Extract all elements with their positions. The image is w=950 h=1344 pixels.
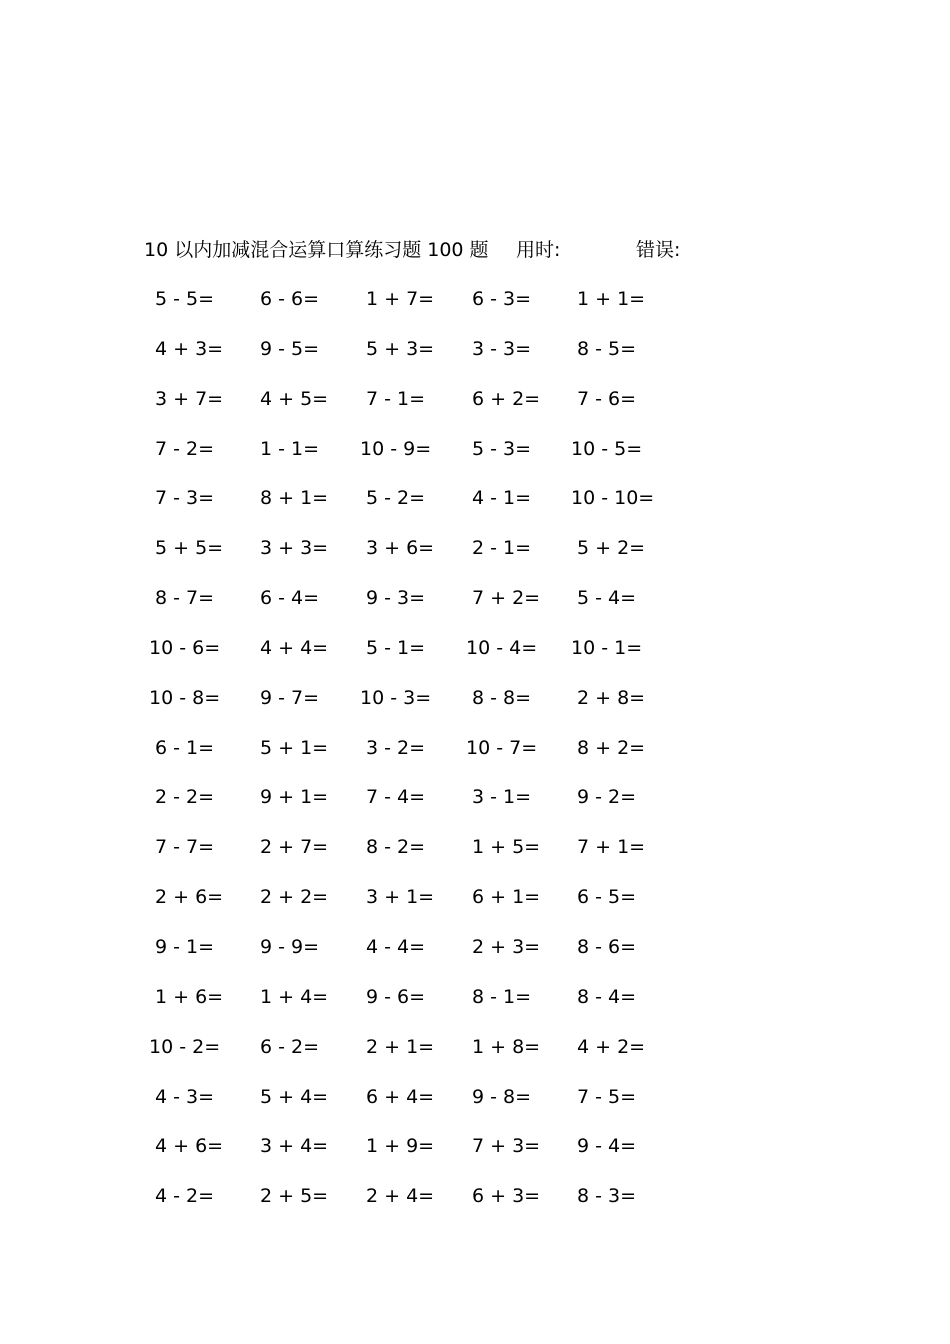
problem-item: 10 - 5= — [571, 437, 643, 460]
problem-item: 5 + 5= — [155, 537, 224, 560]
problem-row — [0, 436, 950, 486]
problem-item: 8 - 4= — [577, 985, 637, 1008]
problem-row — [0, 685, 950, 735]
problem-item: 5 + 4= — [260, 1085, 329, 1108]
problem-item: 5 - 1= — [366, 636, 426, 659]
problem-item: 10 - 9= — [360, 437, 432, 460]
problem-item: 5 - 4= — [577, 587, 637, 610]
problem-item: 10 - 6= — [149, 636, 221, 659]
problem-item: 10 - 10= — [571, 487, 655, 510]
problem-item: 1 + 9= — [366, 1135, 435, 1158]
problem-item: 2 + 8= — [577, 686, 646, 709]
problem-item: 5 + 2= — [577, 537, 646, 560]
problem-item: 8 - 8= — [472, 686, 532, 709]
problem-item: 4 - 1= — [472, 487, 532, 510]
problem-item: 3 + 6= — [366, 537, 435, 560]
problem-item: 10 - 2= — [149, 1035, 221, 1058]
problem-row — [0, 934, 950, 984]
problem-item: 6 + 1= — [472, 886, 541, 909]
problem-item: 3 + 1= — [366, 886, 435, 909]
problem-row — [0, 884, 950, 934]
problem-item: 5 - 5= — [155, 288, 215, 310]
problem-item: 9 - 4= — [577, 1135, 637, 1158]
problem-item: 6 + 2= — [472, 387, 541, 410]
problem-item: 4 + 2= — [577, 1035, 646, 1058]
problem-item: 8 - 5= — [577, 337, 637, 360]
problem-item: 7 - 6= — [577, 387, 637, 410]
problem-item: 1 + 5= — [472, 836, 541, 859]
problem-item: 6 - 1= — [155, 736, 215, 759]
problem-row — [0, 1133, 950, 1183]
problem-item: 8 - 7= — [155, 587, 215, 610]
problem-item: 1 + 6= — [155, 985, 224, 1008]
problem-item: 2 + 4= — [366, 1185, 435, 1208]
problem-item: 8 - 6= — [577, 935, 637, 958]
problem-item: 3 - 3= — [472, 337, 532, 360]
problem-item: 7 + 2= — [472, 587, 541, 610]
problem-item: 4 + 6= — [155, 1135, 224, 1158]
worksheet-title: 10 以内加减混合运算口算练习题 100 题 — [144, 239, 489, 261]
problem-item: 5 - 2= — [366, 487, 426, 510]
problem-item: 9 - 1= — [155, 935, 215, 958]
problem-item: 6 + 3= — [472, 1185, 541, 1208]
problem-item: 6 - 2= — [260, 1035, 320, 1058]
problem-item: 1 - 1= — [260, 437, 320, 460]
problem-item: 6 - 6= — [260, 288, 320, 310]
problem-item: 9 - 9= — [260, 935, 320, 958]
problem-item: 8 - 3= — [577, 1185, 637, 1208]
problem-item: 2 + 1= — [366, 1035, 435, 1058]
problem-item: 9 - 8= — [472, 1085, 532, 1108]
problem-row — [0, 1034, 950, 1084]
problem-item: 10 - 1= — [571, 636, 643, 659]
problem-item: 3 - 1= — [472, 786, 532, 809]
problem-item: 7 + 1= — [577, 836, 646, 859]
problem-item: 7 - 4= — [366, 786, 426, 809]
problem-item: 4 - 2= — [155, 1185, 215, 1208]
problem-item: 7 - 1= — [366, 387, 426, 410]
problem-item: 5 - 3= — [472, 437, 532, 460]
problem-item: 9 - 3= — [366, 587, 426, 610]
problem-item: 10 - 4= — [466, 636, 538, 659]
problem-item: 6 - 3= — [472, 288, 532, 310]
problem-row — [0, 834, 950, 884]
problem-item: 1 + 4= — [260, 985, 329, 1008]
problem-item: 4 + 5= — [260, 387, 329, 410]
problem-item: 4 - 4= — [366, 935, 426, 958]
problem-row — [0, 1084, 950, 1134]
problem-item: 10 - 7= — [466, 736, 538, 759]
problem-row — [0, 635, 950, 685]
problem-row — [0, 386, 950, 436]
problem-item: 2 - 2= — [155, 786, 215, 809]
problem-item: 10 - 8= — [149, 686, 221, 709]
problem-item: 9 - 7= — [260, 686, 320, 709]
problem-item: 3 + 4= — [260, 1135, 329, 1158]
problem-row — [0, 535, 950, 585]
problem-row — [0, 286, 950, 336]
time-label: 用时: — [516, 239, 561, 261]
problem-item: 7 - 7= — [155, 836, 215, 859]
problem-item: 10 - 3= — [360, 686, 432, 709]
problem-item: 2 + 6= — [155, 886, 224, 909]
problem-item: 6 - 4= — [260, 587, 320, 610]
problem-item: 8 + 1= — [260, 487, 329, 510]
problem-item: 2 + 2= — [260, 886, 329, 909]
problem-item: 1 + 8= — [472, 1035, 541, 1058]
problem-item: 4 + 4= — [260, 636, 329, 659]
problem-item: 3 - 2= — [366, 736, 426, 759]
problem-item: 8 - 2= — [366, 836, 426, 859]
error-label: 错误: — [636, 239, 681, 261]
problem-item: 2 + 5= — [260, 1185, 329, 1208]
problem-item: 1 + 7= — [366, 288, 435, 310]
problem-item: 7 + 3= — [472, 1135, 541, 1158]
problem-item: 2 + 7= — [260, 836, 329, 859]
problem-grid — [0, 286, 950, 1233]
problem-item: 3 + 3= — [260, 537, 329, 560]
problem-row — [0, 1183, 950, 1233]
problem-item: 4 + 3= — [155, 337, 224, 360]
problem-item: 9 + 1= — [260, 786, 329, 809]
problem-item: 9 - 2= — [577, 786, 637, 809]
problem-row — [0, 585, 950, 635]
problem-row — [0, 784, 950, 834]
problem-item: 6 - 5= — [577, 886, 637, 909]
problem-item: 5 + 1= — [260, 736, 329, 759]
problem-item: 9 - 6= — [366, 985, 426, 1008]
problem-item: 6 + 4= — [366, 1085, 435, 1108]
problem-item: 2 + 3= — [472, 935, 541, 958]
problem-item: 7 - 5= — [577, 1085, 637, 1108]
problem-item: 9 - 5= — [260, 337, 320, 360]
problem-item: 4 - 3= — [155, 1085, 215, 1108]
problem-item: 5 + 3= — [366, 337, 435, 360]
problem-item: 8 - 1= — [472, 985, 532, 1008]
problem-row — [0, 485, 950, 535]
problem-item: 7 - 3= — [155, 487, 215, 510]
problem-item: 7 - 2= — [155, 437, 215, 460]
problem-row — [0, 984, 950, 1034]
problem-row — [0, 735, 950, 785]
problem-item: 8 + 2= — [577, 736, 646, 759]
problem-item: 3 + 7= — [155, 387, 224, 410]
problem-row — [0, 336, 950, 386]
problem-item: 2 - 1= — [472, 537, 532, 560]
problem-item: 1 + 1= — [577, 288, 646, 310]
